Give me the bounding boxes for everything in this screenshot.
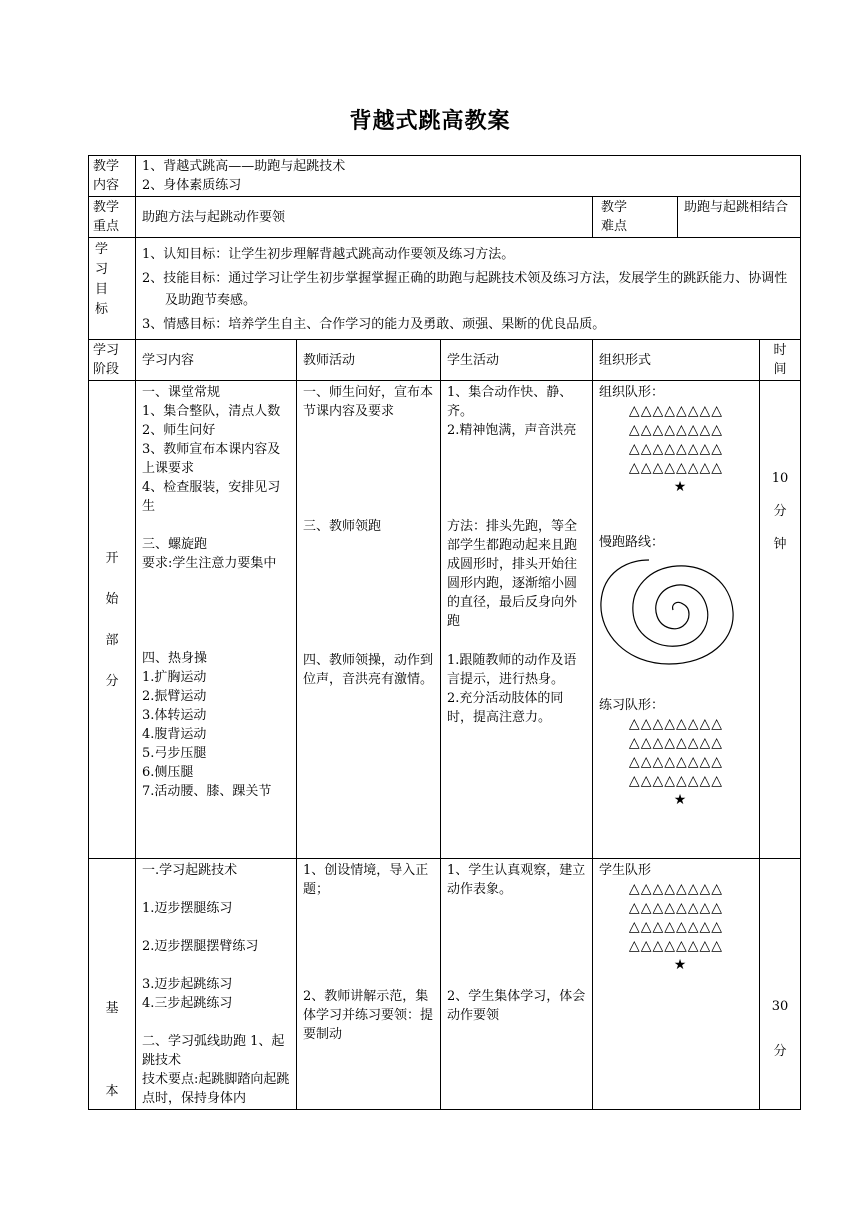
page-title: 背越式跳高教案 bbox=[349, 108, 511, 134]
spacer bbox=[303, 899, 434, 987]
route-label: 慢跑路线： bbox=[599, 535, 665, 550]
label-char: 目 bbox=[95, 282, 109, 297]
goals-label bbox=[89, 238, 136, 340]
teacher-star-icon: ★ bbox=[673, 792, 687, 808]
stage-char: 基 bbox=[105, 1001, 119, 1016]
triangle-formation-row: △△△△△△△△ bbox=[628, 881, 724, 897]
stage-char: 始 bbox=[105, 591, 119, 607]
content-line: 4、检查服装，安排见习生 bbox=[142, 480, 281, 514]
goals-list bbox=[136, 238, 801, 340]
triangle-formation-row: △△△△△△△△ bbox=[628, 460, 724, 476]
basic-stage-label bbox=[89, 859, 136, 1110]
start-student bbox=[441, 381, 593, 859]
start-organization bbox=[593, 381, 760, 859]
focus-row bbox=[89, 197, 801, 238]
triangle-formation-row: △△△△△△△△ bbox=[628, 716, 724, 732]
label-line: 教学 bbox=[93, 200, 120, 215]
goal-cognitive: 1、认知目标：让学生初步理解背越式跳高动作要领及练习方法。 bbox=[142, 247, 515, 262]
goal-emotional: 3、情感目标：培养学生自主、合作学习的能力及勇敢、顽强、果断的优良品质。 bbox=[142, 317, 606, 332]
student-activity: 2.精神饱满，声音洪亮 bbox=[447, 423, 577, 438]
label-line: 教学 bbox=[601, 200, 628, 215]
goal-skill: 2、技能目标：通过学习让学生初步掌握掌握正确的助跑与起跳技术领及练习方法，发展学生的跳跃能力、协调性及助跑节奏感。 bbox=[142, 271, 788, 308]
spacer bbox=[447, 899, 586, 987]
content-line: 四、热身操 bbox=[142, 651, 208, 666]
label-line: 学习 bbox=[93, 343, 120, 358]
spacer bbox=[599, 497, 753, 533]
spacer bbox=[142, 918, 290, 937]
triangle-formation-row: △△△△△△△△ bbox=[628, 773, 724, 789]
triangle-formation-row: △△△△△△△△ bbox=[628, 441, 724, 457]
content-line: 4.三步起跳练习 bbox=[142, 996, 233, 1011]
student-activity: 2.充分活动肢体的同时，提高注意力。 bbox=[447, 691, 564, 725]
content-row bbox=[89, 156, 801, 197]
formation-label: 练习队形： bbox=[599, 698, 665, 713]
content-line: 技术要点:起跳脚踏向起跳点时，保持身体内 bbox=[142, 1072, 290, 1106]
label-line: 教学 bbox=[93, 159, 120, 174]
teacher-activity: 2、教师讲解示范，集体学习并练习要领：提要制动 bbox=[303, 989, 434, 1042]
teacher-star-icon: ★ bbox=[673, 479, 687, 495]
basic-teacher bbox=[297, 859, 441, 1110]
label-char: 习 bbox=[95, 262, 109, 277]
spacer bbox=[142, 573, 290, 649]
content-line: 3.迈步起跳练习 bbox=[142, 977, 233, 992]
content-line: 要求:学生注意力要集中 bbox=[142, 556, 277, 571]
header-teacher: 教师活动 bbox=[297, 340, 441, 381]
content-line: 4.腹背运动 bbox=[142, 727, 207, 742]
difficulty-value: 助跑与起跳相结合 bbox=[678, 197, 801, 238]
label-char: 标 bbox=[95, 302, 109, 317]
header-stage bbox=[89, 340, 136, 381]
content-line: 2.振臂运动 bbox=[142, 689, 207, 704]
content-line: 5.弓步压腿 bbox=[142, 746, 207, 761]
content-line: 1.扩胸运动 bbox=[142, 670, 207, 685]
content-line: 7.活动腰、膝、踝关节 bbox=[142, 784, 272, 799]
start-content bbox=[136, 381, 297, 859]
spacer bbox=[447, 631, 586, 651]
spacer bbox=[142, 1013, 290, 1032]
basic-section-row bbox=[89, 859, 801, 1110]
difficulty-label bbox=[593, 197, 678, 238]
content-line: 三、螺旋跑 bbox=[142, 537, 208, 552]
spacer bbox=[303, 421, 434, 517]
teacher-activity: 四、教师领操，动作到位声，音洪亮有激情。 bbox=[303, 653, 434, 687]
spacer bbox=[142, 516, 290, 535]
column-header-row bbox=[89, 340, 801, 381]
content-line: 二、学习弧线助跑 1、起跳技术 bbox=[142, 1034, 285, 1068]
content-line: 3、教师宣布本课内容及上课要求 bbox=[142, 442, 281, 476]
content-line: 2.迈步摆腿摆臂练习 bbox=[142, 939, 259, 954]
focus-value: 助跑方法与起跳动作要领 bbox=[136, 197, 593, 238]
content-line: 1、集合整队，清点人数 bbox=[142, 404, 281, 419]
formation-label: 学生队形 bbox=[599, 863, 652, 878]
spacer bbox=[142, 880, 290, 899]
content-line: 一、课堂常规 bbox=[142, 385, 221, 400]
spiral-route-diagram bbox=[597, 552, 747, 680]
stage-char: 部 bbox=[105, 632, 119, 648]
label-line: 重点 bbox=[93, 219, 120, 234]
spacer bbox=[447, 440, 586, 517]
goals-row bbox=[89, 238, 801, 340]
triangle-formation-row: △△△△△△△△ bbox=[628, 919, 724, 935]
time-unit: 分 bbox=[773, 1044, 787, 1059]
start-stage-label bbox=[89, 381, 136, 859]
spacer bbox=[303, 536, 434, 651]
basic-time bbox=[760, 859, 801, 1110]
content-item: 2、身体素质练习 bbox=[142, 178, 242, 193]
label-line: 时 bbox=[773, 343, 787, 358]
start-time bbox=[760, 381, 801, 859]
triangle-formation-row: △△△△△△△△ bbox=[628, 900, 724, 916]
stage-char: 本 bbox=[105, 1084, 119, 1099]
stage-char: 分 bbox=[105, 673, 119, 689]
teacher-activity: 1、创设情境，导入正题； bbox=[303, 863, 429, 897]
spacer bbox=[142, 956, 290, 975]
time-unit: 分 bbox=[773, 504, 787, 519]
content-items bbox=[136, 156, 801, 197]
basic-organization bbox=[593, 859, 760, 1110]
content-line: 6.侧压腿 bbox=[142, 765, 194, 780]
student-activity: 1.跟随教师的动作及语言提示，进行热身。 bbox=[447, 653, 577, 687]
header-organization: 组织形式 bbox=[593, 340, 760, 381]
label-line: 阶段 bbox=[93, 362, 120, 377]
lesson-plan-table bbox=[88, 155, 801, 1110]
label-line: 难点 bbox=[601, 219, 628, 234]
header-time bbox=[760, 340, 801, 381]
spacer bbox=[599, 680, 753, 696]
time-value: 10 bbox=[771, 471, 789, 486]
time-value: 30 bbox=[771, 999, 789, 1014]
content-item: 1、背越式跳高——助跑与起跳技术 bbox=[142, 159, 346, 174]
label-line: 内容 bbox=[93, 178, 120, 193]
label-line: 间 bbox=[773, 362, 787, 377]
teacher-star-icon: ★ bbox=[673, 957, 687, 973]
student-activity: 方法：排头先跑，等全部学生都跑动起来且跑成圆形时，排头开始往圆形内跑，逐渐缩小圆的直径，最后反身向外跑 bbox=[447, 519, 578, 629]
stage-char: 开 bbox=[105, 550, 119, 566]
start-teacher bbox=[297, 381, 441, 859]
teacher-activity: 一、师生问好，宣布本节课内容及要求 bbox=[303, 385, 434, 419]
basic-content bbox=[136, 859, 297, 1110]
content-label bbox=[89, 156, 136, 197]
start-section-row bbox=[89, 381, 801, 859]
header-content: 学习内容 bbox=[136, 340, 297, 381]
student-activity: 1、集合动作快、静、齐。 bbox=[447, 385, 573, 419]
content-line: 一.学习起跳技术 bbox=[142, 863, 238, 878]
content-line: 2、师生问好 bbox=[142, 423, 216, 438]
label-char: 学 bbox=[95, 242, 109, 257]
triangle-formation-row: △△△△△△△△ bbox=[628, 754, 724, 770]
formation-label: 组织队形： bbox=[599, 385, 665, 400]
time-unit: 钟 bbox=[773, 537, 787, 552]
header-student: 学生活动 bbox=[441, 340, 593, 381]
content-line: 1.迈步摆腿练习 bbox=[142, 901, 233, 916]
teacher-activity: 三、教师领跑 bbox=[303, 519, 382, 534]
focus-label bbox=[89, 197, 136, 238]
student-activity: 1、学生认真观察，建立动作表象。 bbox=[447, 863, 586, 897]
student-activity: 2、学生集体学习，体会动作要领 bbox=[447, 989, 586, 1023]
triangle-formation-row: △△△△△△△△ bbox=[628, 735, 724, 751]
content-line: 3.体转运动 bbox=[142, 708, 207, 723]
triangle-formation-row: △△△△△△△△ bbox=[628, 938, 724, 954]
triangle-formation-row: △△△△△△△△ bbox=[628, 403, 724, 419]
basic-student bbox=[441, 859, 593, 1110]
triangle-formation-row: △△△△△△△△ bbox=[628, 422, 724, 438]
